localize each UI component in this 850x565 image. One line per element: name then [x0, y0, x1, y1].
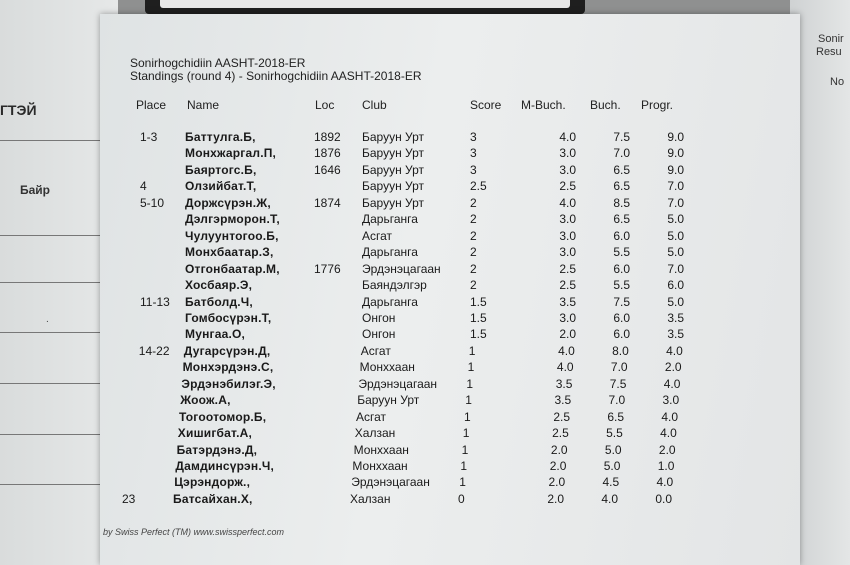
- cell-progr: 3.5: [667, 310, 684, 325]
- table-row: [0, 410, 800, 426]
- cell-score: 3: [470, 146, 477, 161]
- cell-loc: 1776: [314, 261, 341, 276]
- cell-name: Доржсүрэн.Ж,: [185, 195, 271, 210]
- cell-m-buch: 2.0: [547, 491, 564, 506]
- cell-club: Халзан: [350, 491, 391, 506]
- cell-m-buch: 3.0: [559, 310, 576, 325]
- cell-score: 2: [470, 278, 477, 293]
- cell-club: Баруун Урт: [362, 179, 425, 194]
- cell-buch: 8.5: [613, 195, 630, 210]
- cell-score: 1: [461, 442, 469, 457]
- cell-score: 2: [470, 228, 477, 243]
- cell-progr: 7.0: [667, 261, 684, 276]
- cell-m-buch: 2.5: [553, 409, 570, 424]
- header-place: Place: [136, 98, 167, 112]
- cell-buch: 7.5: [613, 130, 630, 144]
- binder-clip-inner: [160, 0, 570, 8]
- cell-score: 2: [470, 245, 477, 260]
- table-row: [0, 492, 800, 508]
- right-sheet-text: Sonir: [818, 33, 844, 45]
- cell-m-buch: 2.0: [559, 327, 576, 342]
- cell-m-buch: 3.0: [559, 146, 576, 161]
- cell-score: 1: [465, 393, 472, 408]
- cell-buch: 4.5: [602, 475, 620, 490]
- table-row: [0, 179, 800, 195]
- right-sheet-text: No: [830, 76, 845, 88]
- cell-place: 4: [140, 179, 147, 194]
- cell-score: 1: [462, 426, 470, 441]
- cell-place: 14-22: [138, 343, 170, 358]
- cell-club: Халзан: [354, 426, 396, 441]
- cell-buch: 5.5: [613, 245, 630, 260]
- cell-name: Хосбаяр.Э,: [185, 278, 253, 293]
- cell-place: 5-10: [140, 195, 165, 210]
- cell-score: 2.5: [470, 179, 487, 194]
- cell-score: 3: [470, 162, 477, 177]
- cell-m-buch: 4.0: [558, 343, 575, 358]
- left-sheet-heading: ГТЭЙ: [0, 102, 37, 118]
- cell-club: Дарьганга: [362, 245, 418, 260]
- table-row: [0, 163, 800, 179]
- cell-progr: 4.0: [660, 426, 677, 441]
- cell-progr: 9.0: [667, 162, 684, 177]
- cell-buch: 5.5: [613, 278, 630, 293]
- table-row: [0, 229, 800, 245]
- cell-name: Дамдинсүрэн.Ч,: [175, 459, 275, 473]
- table-row: [0, 262, 800, 278]
- cell-name: Батсайхан.Х,: [173, 491, 253, 506]
- cell-m-buch: 4.0: [559, 195, 576, 210]
- document-title: Sonirhogchidiin AASHT-2018-ER: [130, 56, 306, 70]
- cell-buch: 6.5: [613, 212, 630, 227]
- cell-place: 1-3: [140, 130, 158, 144]
- document-subtitle: Standings (round 4) - Sonirhogchidiin AASHT-2018-ER: [130, 69, 422, 83]
- table-row: [0, 443, 800, 459]
- cell-club: Онгон: [362, 310, 396, 325]
- cell-m-buch: 2.0: [550, 442, 568, 457]
- table-row: [0, 245, 800, 261]
- cell-buch: 5.0: [604, 442, 622, 457]
- cell-club: Монххаан: [352, 459, 408, 473]
- cell-club: Дарьганга: [362, 294, 418, 309]
- cell-name: Дэлгэрморон.Т,: [185, 212, 280, 227]
- cell-name: Баяртогс.Б,: [185, 162, 257, 177]
- table-row: [0, 360, 800, 376]
- cell-name: Батэрдэнэ.Д,: [176, 442, 258, 457]
- cell-progr: 5.0: [667, 294, 684, 309]
- cell-club: Монххаан: [359, 360, 415, 375]
- table-row: [0, 196, 800, 212]
- cell-m-buch: 2.0: [548, 475, 566, 490]
- table-row: [0, 295, 800, 311]
- cell-name: Хишигбат.А,: [177, 426, 252, 441]
- cell-buch: 6.5: [613, 179, 630, 194]
- cell-loc: 1876: [314, 146, 341, 161]
- cell-m-buch: 2.5: [559, 278, 576, 293]
- cell-score: 1.5: [470, 294, 487, 309]
- left-sheet-column-label: Байр: [20, 183, 51, 197]
- cell-club: Асгат: [356, 409, 387, 424]
- header-name: Name: [187, 98, 220, 112]
- header-loc: Loc: [315, 98, 335, 112]
- header-score: Score: [470, 98, 502, 112]
- cell-buch: 6.0: [613, 310, 630, 325]
- cell-progr: 5.0: [667, 228, 684, 243]
- cell-score: 1: [466, 376, 474, 391]
- cell-club: Баруун Урт: [362, 130, 425, 144]
- cell-m-buch: 3.5: [555, 376, 573, 391]
- cell-buch: 5.5: [606, 426, 623, 441]
- cell-name: Монхжаргал.П,: [185, 146, 277, 161]
- cell-progr: 4.0: [663, 376, 681, 391]
- cell-progr: 4.0: [666, 343, 683, 358]
- cell-m-buch: 4.0: [556, 360, 574, 375]
- cell-loc: 1874: [314, 195, 341, 210]
- cell-club: Монххаан: [353, 442, 409, 457]
- cell-m-buch: 3.5: [554, 393, 572, 408]
- cell-progr: 4.0: [656, 475, 674, 490]
- table-row: [0, 344, 800, 360]
- cell-progr: 1.0: [657, 459, 675, 473]
- cell-name: Батболд.Ч,: [185, 294, 253, 309]
- table-row: [0, 327, 800, 343]
- header-buch: Buch.: [590, 98, 621, 112]
- cell-name: Тогоотомор.Б,: [179, 409, 267, 424]
- cell-progr: 5.0: [667, 212, 684, 227]
- table-row: [0, 475, 800, 491]
- cell-progr: 9.0: [667, 130, 684, 144]
- cell-score: 1.5: [470, 327, 487, 342]
- cell-progr: 5.0: [667, 245, 684, 260]
- cell-m-buch: 2.5: [559, 261, 576, 276]
- cell-loc: 1646: [314, 162, 341, 177]
- cell-name: Эрдэнэбилэг.Э,: [181, 376, 276, 391]
- table-row: [0, 146, 800, 162]
- table-row: [0, 459, 800, 475]
- cell-score: 2: [470, 261, 477, 276]
- cell-progr: 7.0: [667, 179, 684, 194]
- cell-name: Монхэрдэнэ.С,: [182, 360, 274, 375]
- cell-buch: 7.0: [613, 146, 630, 161]
- cell-buch: 6.0: [613, 261, 630, 276]
- cell-buch: 7.5: [609, 376, 627, 391]
- cell-club: Онгон: [362, 327, 396, 342]
- cell-club: Баруун Урт: [362, 195, 425, 210]
- cell-name: Жоож.А,: [180, 393, 231, 408]
- cell-progr: 4.0: [661, 409, 678, 424]
- header-club: Club: [362, 98, 387, 112]
- cell-buch: 7.0: [608, 393, 626, 408]
- cell-name: Отгонбаатар.М,: [185, 261, 280, 276]
- cell-score: 1: [459, 475, 466, 490]
- footer-credit: by Swiss Perfect (TM) www.swissperfect.com: [103, 527, 285, 537]
- table-row: [0, 130, 800, 146]
- cell-club: Эрдэнэцагаан: [362, 261, 441, 276]
- cell-buch: 5.0: [603, 459, 621, 473]
- table-row: [0, 377, 800, 393]
- cell-progr: 0.0: [655, 491, 672, 506]
- cell-name: Мунгаа.О,: [185, 327, 246, 342]
- cell-m-buch: 3.0: [559, 245, 576, 260]
- cell-score: 1: [460, 459, 468, 473]
- cell-m-buch: 3.0: [559, 228, 576, 243]
- cell-club: Эрдэнэцагаан: [351, 475, 430, 490]
- table-row: [0, 212, 800, 228]
- cell-m-buch: 2.5: [552, 426, 569, 441]
- cell-score: 1.5: [470, 310, 487, 325]
- cell-buch: 8.0: [612, 343, 629, 358]
- cell-buch: 7.5: [613, 294, 630, 309]
- cell-club: Дарьганга: [362, 212, 418, 227]
- cell-progr: 9.0: [667, 146, 684, 161]
- cell-progr: 2.0: [658, 442, 676, 457]
- cell-buch: 6.5: [613, 162, 630, 177]
- header-progr: Progr.: [641, 98, 674, 112]
- cell-buch: 7.0: [610, 360, 628, 375]
- cell-club: Эрдэнэцагаан: [358, 376, 438, 391]
- cell-score: 1: [468, 343, 476, 358]
- cell-score: 1: [467, 360, 475, 375]
- cell-m-buch: 2.5: [559, 179, 576, 194]
- left-sheet-dot: .: [46, 314, 49, 325]
- cell-buch: 6.0: [613, 228, 630, 243]
- table-row: [0, 426, 800, 442]
- cell-name: Чулуунтогоо.Б,: [185, 228, 279, 243]
- cell-score: 3: [470, 130, 477, 144]
- cell-progr: 7.0: [667, 195, 684, 210]
- cell-club: Баруун Урт: [357, 393, 420, 408]
- cell-loc: 1892: [314, 130, 341, 144]
- cell-m-buch: 4.0: [559, 130, 576, 144]
- cell-name: Баттулга.Б,: [185, 130, 256, 144]
- cell-name: Дугарсүрэн.Д,: [183, 343, 271, 358]
- cell-buch: 6.0: [613, 327, 630, 342]
- cell-club: Асгат: [360, 343, 391, 358]
- cell-m-buch: 2.0: [549, 459, 567, 473]
- cell-score: 2: [470, 212, 477, 227]
- cell-club: Баруун Урт: [362, 162, 425, 177]
- table-row: [0, 311, 800, 327]
- cell-name: Цэрэндорж.,: [174, 475, 251, 490]
- cell-score: 0: [458, 491, 465, 506]
- table-row: [0, 393, 800, 409]
- cell-name: Гомбосүрэн.Т,: [185, 310, 272, 325]
- cell-club: Асгат: [362, 228, 393, 243]
- cell-name: Олзийбат.Т,: [185, 179, 257, 194]
- cell-place: 11-13: [140, 294, 170, 309]
- cell-progr: 2.0: [664, 360, 682, 375]
- cell-m-buch: 3.5: [559, 294, 576, 309]
- cell-score: 2: [470, 195, 477, 210]
- cell-m-buch: 3.0: [559, 162, 576, 177]
- cell-score: 1: [464, 409, 471, 424]
- cell-progr: 3.5: [667, 327, 684, 342]
- cell-place: 23: [122, 491, 136, 506]
- table-row: [0, 278, 800, 294]
- cell-name: Монхбаатар.З,: [185, 245, 274, 260]
- cell-m-buch: 3.0: [559, 212, 576, 227]
- cell-progr: 3.0: [662, 393, 680, 408]
- cell-buch: 6.5: [607, 409, 624, 424]
- header-m-buch: M-Buch.: [521, 98, 566, 112]
- right-sheet-text: Resu: [816, 46, 842, 58]
- cell-buch: 4.0: [601, 491, 618, 506]
- cell-club: Баяндэлгэр: [362, 278, 427, 293]
- cell-club: Баруун Урт: [362, 146, 425, 161]
- cell-progr: 6.0: [667, 278, 684, 293]
